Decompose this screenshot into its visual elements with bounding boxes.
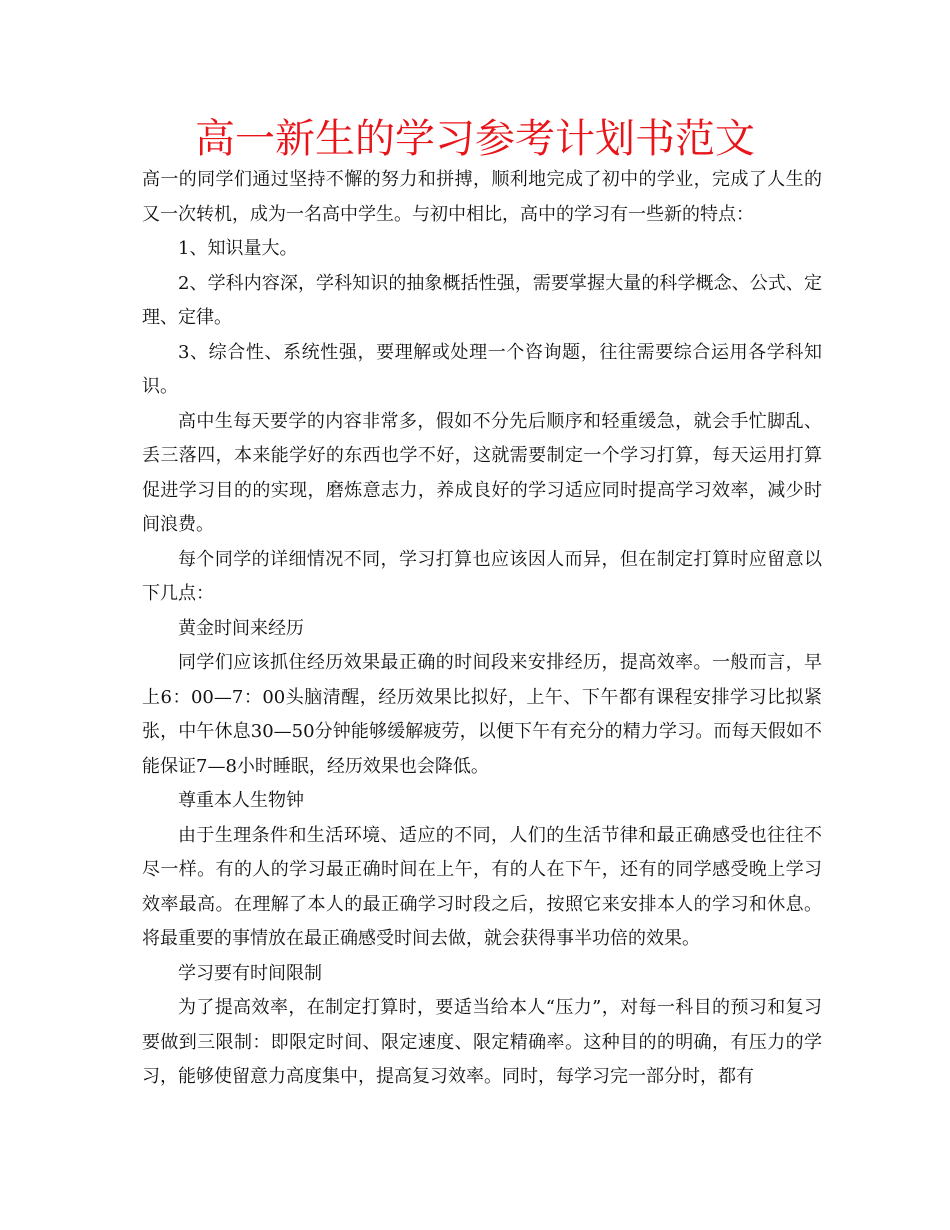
section-heading-biological-clock: 尊重本人生物钟 xyxy=(178,790,304,811)
section-heading-golden-time: 黄金时间来经历 xyxy=(178,617,304,639)
paragraph-biological-clock: 由于生理条件和生活环境、适应的不同，人们的生活节律和最正确感受也往往不尽一样。有的人的学习最正确时间在上午，有的人在下午，还有的同学感受晚上学习效率最高。在理解了本人的最正确学习时段之后，按照它来安排本人的学习和休息。将最重要的事情放在最正确感受时间去做，就会获得事半功倍的效果。 xyxy=(142,824,822,949)
section-heading-time-limit: 学习要有时间限制 xyxy=(178,962,322,984)
list-item-3: 3、综合性、系统性强，要理解或处理一个咨询题，往往需要综合运用各学科知识。 xyxy=(142,341,822,397)
paragraph-golden-time: 同学们应该抓住经历效果最正确的时间段来安排经历，提高效率。一般而言，早上6：00—7：00头脑清醒，经历效果比拟好，上午、下午都有课程安排学习比拟紧张，中午休息30—50分钟能够缓解疲劳，以便下午有充分的精力学习。而每天假如不能保证7—8小时睡眠，经历效果也会降低。 xyxy=(142,652,822,777)
paragraph-daily-plan: 高中生每天要学的内容非常多，假如不分先后顺序和轻重缓急，就会手忙脚乱、丢三落四，本来能学好的东西也学不好，这就需要制定一个学习打算，每天运用打算促进学习目的的实现，磨炼意志力，养成良好的学习适应同时提高学习效率，减少时间浪费。 xyxy=(142,410,822,535)
document-body xyxy=(142,163,822,1095)
list-item-1: 1、知识量大。 xyxy=(178,238,298,259)
list-item-2: 2、学科内容深，学科知识的抽象概括性强，需要掌握大量的科学概念、公式、定理、定律。 xyxy=(142,272,822,328)
paragraph-time-limit: 为了提高效率，在制定打算时，要适当给本人“压力”，对每一科目的预习和复习要做到三限制：即限定时间、限定速度、限定精确率。这种目的的明确，有压力的学习，能够使留意力高度集中，提高复习效率。同时，每学习完一部分时，都有 xyxy=(142,997,822,1087)
document-title: 高一新生的学习参考计划书范文 xyxy=(195,116,755,162)
paragraph-intro: 高一的同学们通过坚持不懈的努力和拼搏，顺利地完成了初中的学业，完成了人生的又一次转机，成为一名高中学生。与初中相比，高中的学习有一些新的特点： xyxy=(142,169,822,225)
paragraph-notes: 每个同学的详细情况不同，学习打算也应该因人而异，但在制定打算时应留意以下几点： xyxy=(142,548,822,604)
